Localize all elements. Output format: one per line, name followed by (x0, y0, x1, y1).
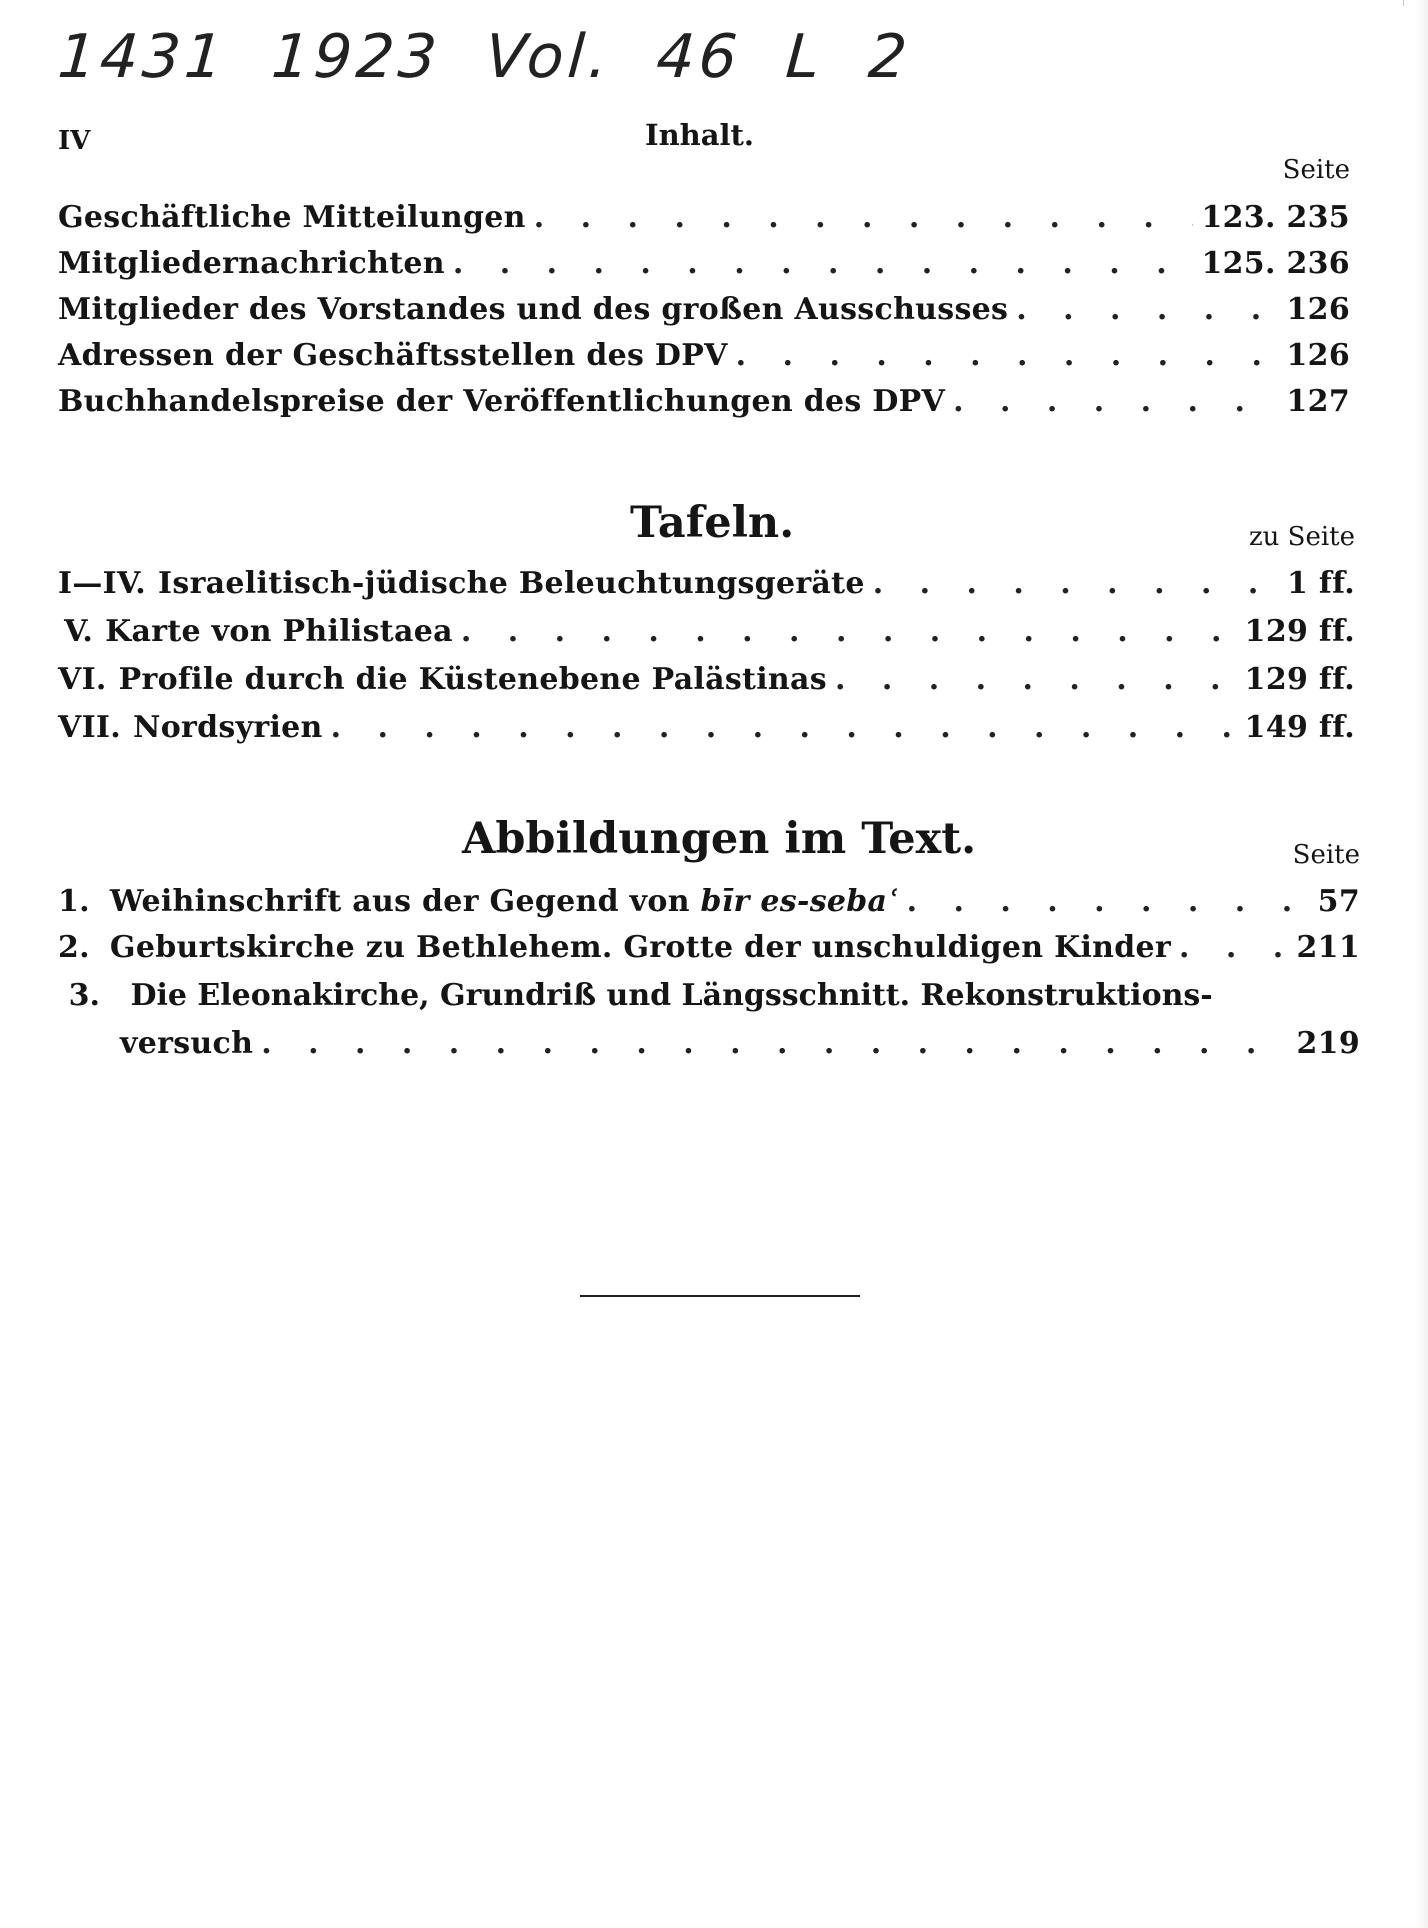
toc-entry-page: 127 (1286, 384, 1350, 419)
figure-entry-line1 (58, 978, 1213, 1013)
plate-page: 149 ff. (1244, 710, 1355, 745)
figure-page: 57 (1317, 884, 1360, 919)
plate-title: Karte von Philistaea (105, 614, 453, 649)
figure-title-roman: Weihinschrift aus der Gegend von (109, 884, 701, 919)
figure-title: Die Eleonakirche, Grundriß und Längsschnitt. Rekonstruktions- (130, 978, 1213, 1013)
figure-entry (58, 930, 1360, 965)
plate-page: 129 ff. (1244, 662, 1355, 697)
plate-entry (58, 614, 1355, 649)
toc-entry (58, 338, 1350, 373)
toc-entry-page: 126 (1286, 338, 1350, 373)
figure-title-italic: bīr es-sebaʿ (700, 884, 899, 919)
toc-entry-page: 125. 236 (1201, 246, 1350, 281)
plate-number: VI. (58, 662, 107, 697)
figure-number: 1. (58, 884, 90, 919)
dot-leader (331, 710, 1237, 745)
tafeln-heading: Tafeln. (630, 498, 795, 548)
toc-entry (58, 384, 1350, 419)
toc-entry-title: Mitglieder des Vorstandes und des großen Ausschusses (58, 292, 1009, 327)
dot-leader (736, 338, 1279, 373)
dot-leader (835, 662, 1237, 697)
contents-column-header: Seite (1282, 155, 1350, 185)
toc-entry-title: Adressen der Geschäftsstellen des DPV (58, 338, 728, 373)
toc-entry-page: 126 (1286, 292, 1350, 327)
closing-rule (580, 1295, 860, 1297)
plate-number: V. (64, 614, 94, 649)
plate-entry (58, 710, 1355, 745)
figure-page: 211 (1296, 930, 1360, 965)
abbildungen-heading: Abbildungen im Text. (462, 814, 977, 864)
plate-entry (58, 662, 1355, 697)
toc-entry-title: Geschäftliche Mitteilungen (58, 200, 526, 235)
running-head: Inhalt. (645, 118, 755, 152)
figure-title: Geburtskirche zu Bethlehem. Grotte der unschuldigen Kinder (109, 930, 1172, 965)
handwritten-shelfmark: 1431 1923 Vol. 46 L 2 (55, 22, 914, 92)
toc-entry-title: Mitgliedernachrichten (58, 246, 445, 281)
dot-leader (907, 884, 1310, 919)
scan-edge (1416, 0, 1428, 1928)
toc-entry (58, 246, 1350, 281)
figure-number: 3. (68, 978, 100, 1013)
tafeln-column-header: zu Seite (1248, 522, 1355, 552)
abbildungen-column-header: Seite (1292, 840, 1360, 870)
plate-title: Israelitisch-jüdische Beleuchtungsgeräte (158, 566, 865, 601)
toc-entry-title: Buchhandelspreise der Veröffentlichungen des DPV (58, 384, 946, 419)
figure-entry (58, 884, 1360, 919)
plate-entry (58, 566, 1355, 601)
dot-leader (1179, 930, 1288, 965)
page-number: IV (58, 126, 91, 156)
toc-entry (58, 292, 1350, 327)
dot-leader (261, 1026, 1288, 1061)
dot-leader (453, 246, 1194, 281)
plate-page: 1 ff. (1286, 566, 1355, 601)
plate-title: Profile durch die Küstenebene Palästinas (118, 662, 827, 697)
plate-page: 129 ff. (1244, 614, 1355, 649)
plate-number: I—IV. (58, 566, 147, 601)
dot-leader (1016, 292, 1278, 327)
dot-leader (461, 614, 1237, 649)
figure-entry-line2 (120, 1026, 1360, 1061)
toc-entry (58, 200, 1350, 235)
figure-page: 219 (1296, 1026, 1360, 1061)
figure-number: 2. (58, 930, 90, 965)
dot-leader (534, 200, 1194, 235)
dot-leader (953, 384, 1278, 419)
scan-mark (1403, 0, 1404, 6)
figure-title (110, 884, 899, 919)
plate-number: VII. (58, 710, 121, 745)
dot-leader (873, 566, 1279, 601)
plate-title: Nordsyrien (133, 710, 323, 745)
toc-entry-page: 123. 235 (1201, 200, 1350, 235)
figure-title-continued: versuch (120, 1026, 254, 1061)
